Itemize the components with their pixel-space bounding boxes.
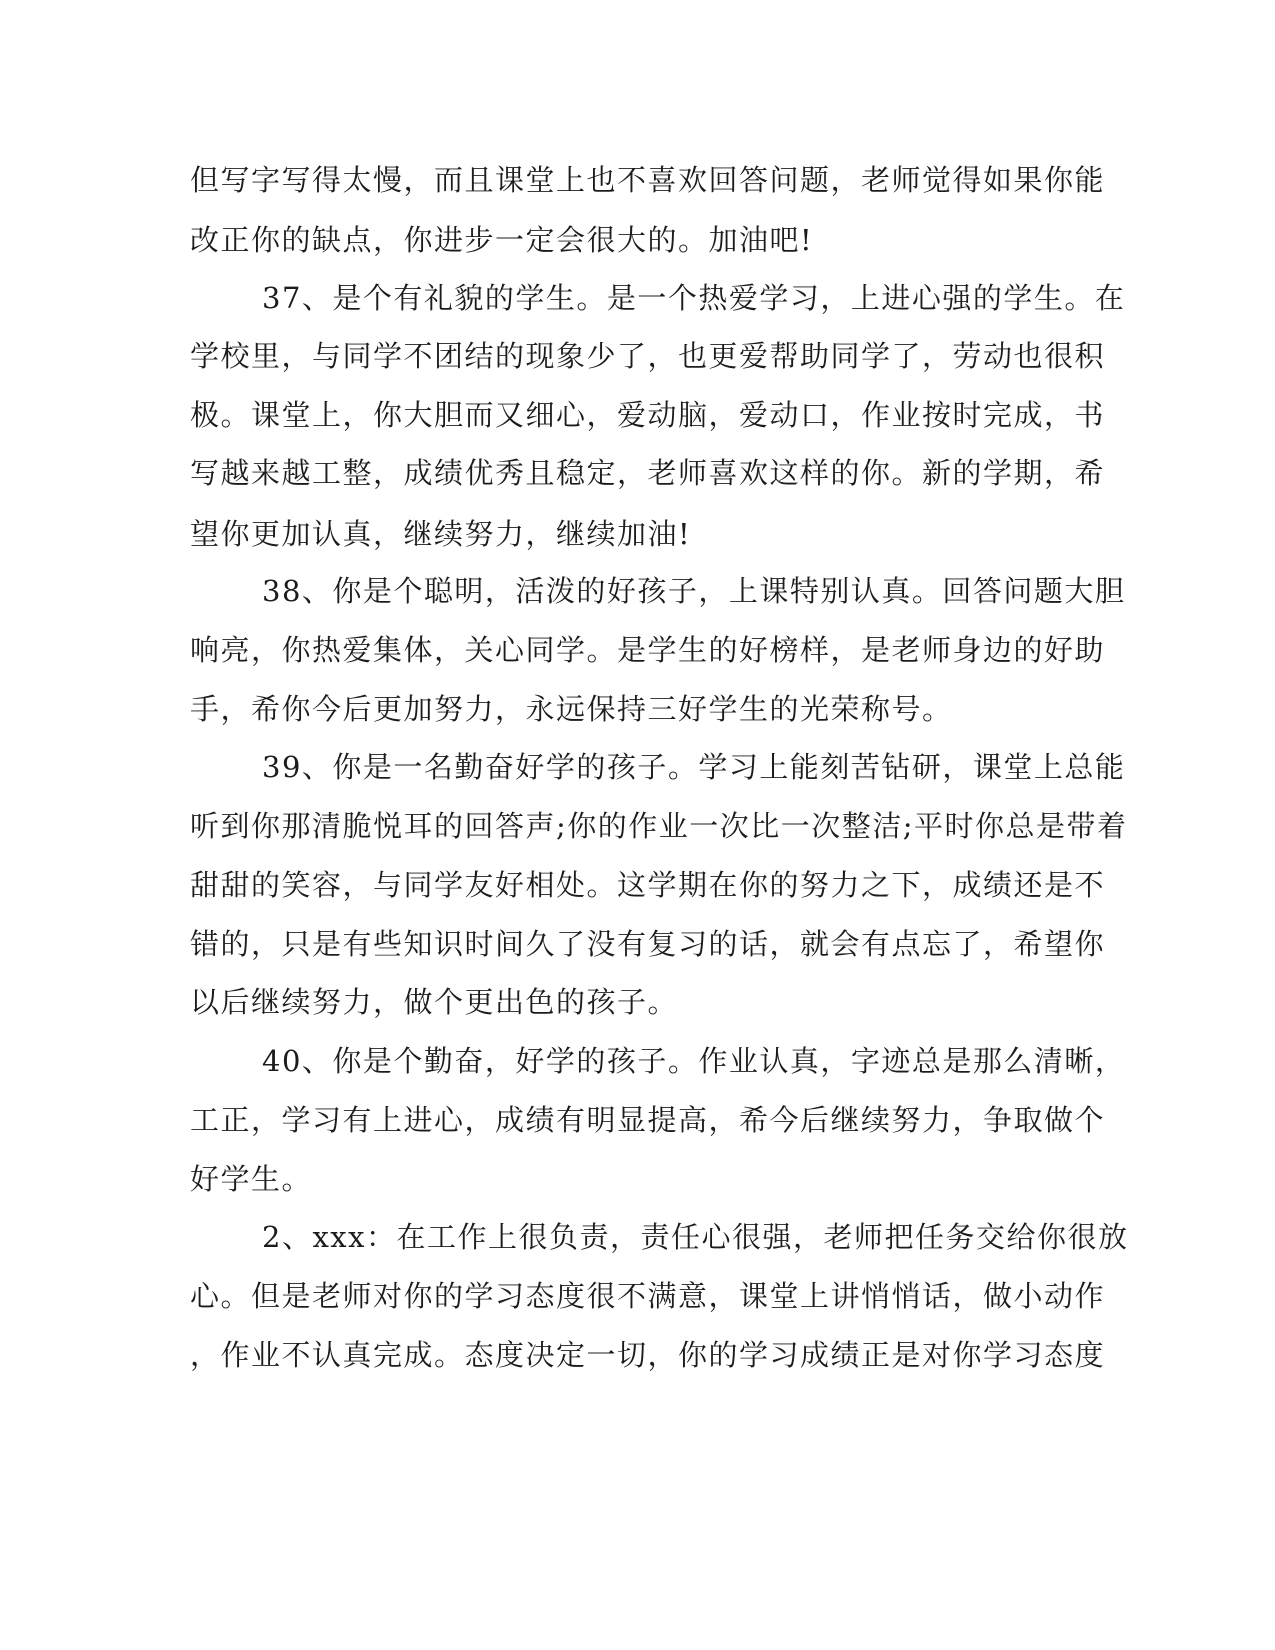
text-line: 望你更加认真，继续努力，继续加油! (190, 517, 692, 551)
text-line: 但写字写得太慢，而且课堂上也不喜欢回答问题，老师觉得如果你能 (190, 163, 1106, 197)
text-line: 响亮，你热爱集体，关心同学。是学生的好榜样，是老师身边的好助 (190, 633, 1106, 667)
text-line: ，作业不认真完成。态度决定一切，你的学习成绩正是对你学习态度 (190, 1338, 1106, 1372)
text-line: 写越来越工整，成绩优秀且稳定，老师喜欢这样的你。新的学期，希 (190, 456, 1106, 490)
text-line: 手，希你今后更加努力，永远保持三好学生的光荣称号。 (190, 692, 953, 726)
paragraph-39-first-line: 39、你是一名勤奋好学的孩子。学习上能刻苦钻研，课堂上总能 (262, 750, 1126, 784)
text-line: 甜甜的笑容，与同学友好相处。这学期在你的努力之下，成绩还是不 (190, 868, 1106, 902)
text-line: 学校里，与同学不团结的现象少了，也更爱帮助同学了，劳动也很积 (190, 339, 1106, 373)
paragraph-38-first-line: 38、你是个聪明，活泼的好孩子，上课特别认真。回答问题大胆 (262, 574, 1126, 608)
text-line: 极。课堂上，你大胆而又细心，爱动脑，爱动口，作业按时完成，书 (190, 398, 1106, 432)
text-line: 工正，学习有上进心，成绩有明显提高，希今后继续努力，争取做个 (190, 1103, 1106, 1137)
text-line: 以后继续努力，做个更出色的孩子。 (190, 985, 679, 1019)
text-line: 听到你那清脆悦耳的回答声;你的作业一次比一次整洁;平时你总是带着 (190, 809, 1128, 843)
text-line: 改正你的缺点，你进步一定会很大的。加油吧! (190, 223, 814, 257)
text-line: 好学生。 (190, 1162, 313, 1196)
paragraph-37-first-line: 37、是个有礼貌的学生。是一个热爱学习，上进心强的学生。在 (262, 281, 1126, 315)
paragraph-40-first-line: 40、你是个勤奋，好学的孩子。作业认真，字迹总是那么清晰， (262, 1044, 1126, 1078)
text-line: 错的，只是有些知识时间久了没有复习的话，就会有点忘了，希望你 (190, 927, 1106, 961)
text-line: 心。但是老师对你的学习态度很不满意，课堂上讲悄悄话，做小动作 (190, 1279, 1106, 1313)
paragraph-2-first-line: 2、xxx：在工作上很负责，责任心很强，老师把任务交给你很放 (262, 1220, 1129, 1254)
